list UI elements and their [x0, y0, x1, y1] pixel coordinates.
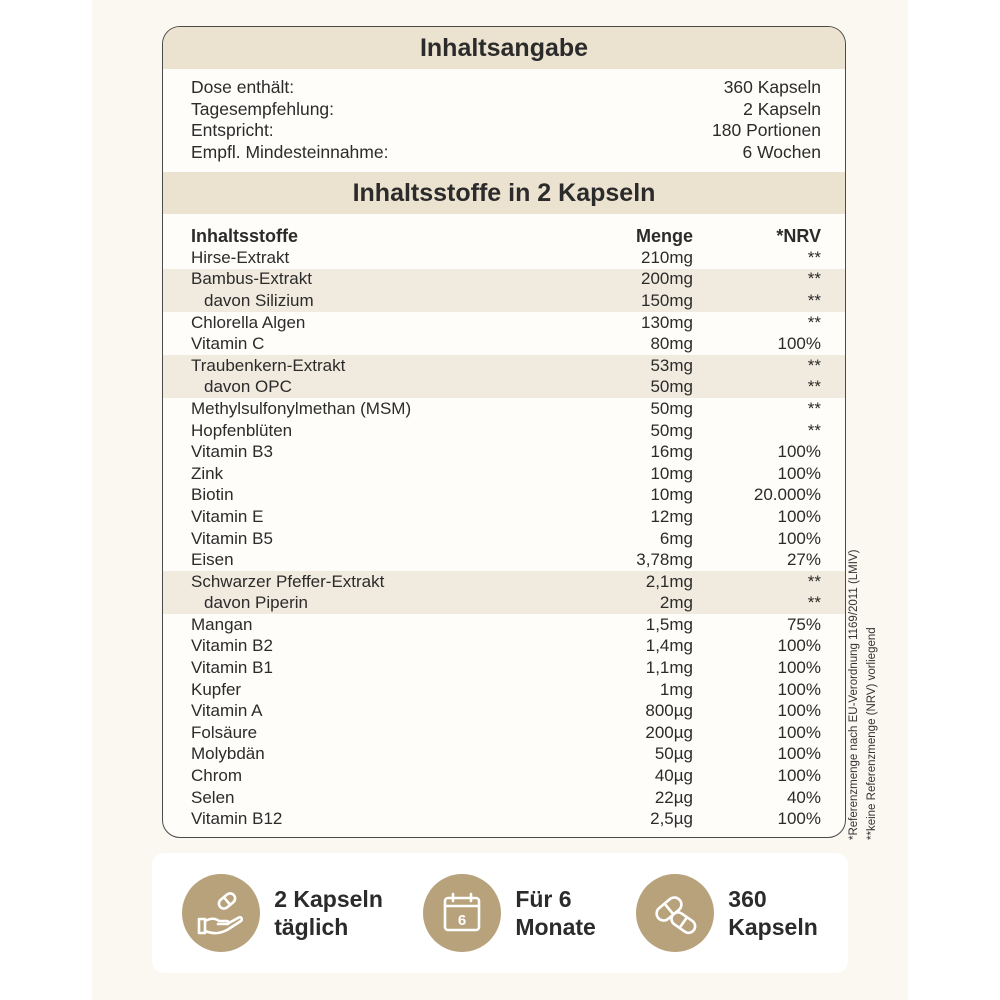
feature-line-2: Kapseln — [728, 914, 818, 940]
ingredient-amount: 3,78mg — [636, 550, 693, 570]
ingredient-name: davon Piperin — [204, 593, 308, 613]
ingredient-nrv: 100% — [777, 506, 821, 526]
table-row — [163, 485, 845, 507]
footnotes — [848, 490, 888, 840]
ingredient-amount: 1,1mg — [645, 658, 693, 678]
ingredient-name: Vitamin B5 — [191, 528, 273, 548]
ingredient-name: Folsäure — [191, 722, 258, 742]
ingredient-name: Bambus-Extrakt — [191, 269, 312, 289]
table-row — [163, 679, 845, 701]
summary-value: 6 Wochen — [742, 141, 821, 162]
feature-duration — [423, 874, 596, 952]
ingredient-name: Vitamin B3 — [191, 442, 273, 462]
ingredient-amount: 1,4mg — [645, 636, 693, 656]
ingredient-amount: 2,5µg — [650, 809, 693, 829]
summary-row — [191, 77, 821, 99]
summary-row — [191, 99, 821, 121]
subtitle-band — [163, 172, 845, 214]
ingredient-amount: 200µg — [645, 722, 693, 742]
ingredient-name: Vitamin B12 — [191, 809, 283, 829]
ingredient-nrv: 20.000% — [753, 485, 821, 505]
ingredient-amount: 50mg — [650, 420, 693, 440]
ingredient-nrv: 40% — [786, 787, 821, 807]
ingredient-amount: 53mg — [650, 355, 693, 375]
feature-text — [274, 885, 383, 941]
calendar-icon — [423, 874, 501, 952]
table-row — [163, 528, 845, 550]
ingredient-amount: 1mg — [659, 679, 693, 699]
ingredient-nrv: 100% — [777, 744, 821, 764]
table-row — [163, 787, 845, 809]
table-row — [163, 744, 845, 766]
ingredient-nrv: ** — [807, 247, 821, 267]
ingredient-nrv: 100% — [777, 679, 821, 699]
table-body — [163, 247, 845, 830]
ingredient-nrv: ** — [807, 312, 821, 332]
table-row — [163, 290, 845, 312]
table-row — [163, 614, 845, 636]
ingredient-name: Zink — [191, 463, 224, 483]
table-row — [163, 506, 845, 528]
ingredient-amount: 12mg — [650, 506, 693, 526]
ingredient-name: Kupfer — [191, 679, 242, 699]
summary-label: Entspricht: — [191, 120, 274, 140]
table-row — [163, 441, 845, 463]
table-row — [163, 636, 845, 658]
ingredient-nrv: ** — [807, 269, 821, 289]
summary-label: Tagesempfehlung: — [191, 98, 335, 119]
ingredient-name: Hirse-Extrakt — [191, 247, 290, 267]
feature-line-1: 2 Kapseln — [274, 886, 383, 912]
ingredient-nrv: ** — [807, 377, 821, 397]
calendar-number: 6 — [458, 912, 467, 929]
table-row — [163, 808, 845, 830]
feature-line-2: Monate — [515, 914, 596, 940]
table-row — [163, 355, 845, 377]
summary-label: Dose enthält: — [191, 77, 295, 97]
ingredient-name: Traubenkern-Extrakt — [191, 355, 346, 375]
table-row — [163, 593, 845, 615]
table-row — [163, 377, 845, 399]
ingredient-nrv: 100% — [777, 528, 821, 548]
ingredient-nrv: ** — [807, 355, 821, 375]
ingredient-name: davon OPC — [204, 377, 292, 397]
ingredient-nrv: 100% — [777, 658, 821, 678]
table-row — [163, 269, 845, 291]
ingredient-amount: 10mg — [650, 463, 693, 483]
ingredient-amount: 16mg — [650, 442, 693, 462]
ingredient-name: Methylsulfonylmethan (MSM) — [191, 398, 412, 418]
ingredient-nrv: 100% — [777, 701, 821, 721]
hand-capsule-icon — [182, 874, 260, 952]
summary-row — [191, 142, 821, 164]
header-ingredients: Inhaltsstoffe — [191, 226, 299, 246]
section-title: Inhaltsstoffe in 2 Kapseln — [352, 178, 656, 207]
table-header — [163, 224, 845, 247]
ingredient-nrv: 27% — [786, 550, 821, 570]
ingredient-name: Chrom — [191, 766, 243, 786]
table-row — [163, 420, 845, 442]
summary-value: 180 Portionen — [712, 120, 821, 140]
feature-line-1: 360 — [728, 886, 767, 912]
ingredient-nrv: 100% — [777, 722, 821, 742]
ingredient-name: Eisen — [191, 550, 234, 570]
feature-line-1: Für 6 — [515, 886, 572, 912]
ingredient-amount: 210mg — [641, 247, 693, 267]
ingredient-nrv: ** — [807, 593, 821, 613]
ingredients-table — [163, 224, 845, 830]
title-band — [163, 27, 845, 69]
ingredient-nrv: 100% — [777, 766, 821, 786]
ingredient-name: Mangan — [191, 614, 253, 634]
ingredient-nrv: ** — [807, 398, 821, 418]
ingredient-name: Biotin — [191, 485, 234, 505]
ingredient-name: Chlorella Algen — [191, 312, 306, 332]
ingredient-nrv: 100% — [777, 809, 821, 829]
table-row — [163, 722, 845, 744]
ingredient-nrv: 100% — [777, 636, 821, 656]
ingredient-amount: 50µg — [654, 744, 693, 764]
feature-text — [515, 885, 596, 941]
ingredient-amount: 800µg — [645, 701, 693, 721]
ingredient-nrv: 100% — [777, 334, 821, 354]
ingredient-amount: 200mg — [641, 269, 693, 289]
table-row — [163, 247, 845, 269]
ingredient-name: Molybdän — [191, 744, 265, 764]
ingredient-amount: 22µg — [654, 787, 693, 807]
header-amount: Menge — [635, 226, 693, 246]
feature-text — [728, 885, 817, 941]
summary-label: Empfl. Mindesteinnahme: — [191, 141, 389, 162]
ingredient-amount: 2,1mg — [645, 571, 693, 591]
ingredient-name: Vitamin B2 — [191, 636, 273, 656]
page-title: Inhaltsangabe — [419, 33, 589, 62]
ingredient-name: Hopfenblüten — [191, 420, 293, 440]
ingredient-name: Vitamin A — [191, 701, 263, 721]
capsules-icon — [636, 874, 714, 952]
ingredient-amount: 40µg — [654, 766, 693, 786]
table-row — [163, 549, 845, 571]
table-row — [163, 463, 845, 485]
header-nrv: *NRV — [776, 226, 821, 246]
ingredient-name: davon Silizium — [204, 290, 314, 310]
table-row — [163, 312, 845, 334]
ingredient-amount: 2mg — [659, 593, 693, 613]
ingredient-amount: 10mg — [650, 485, 693, 505]
ingredient-name: Selen — [191, 787, 235, 807]
summary-row — [191, 120, 821, 142]
table-row — [163, 700, 845, 722]
feature-capsule-count — [636, 874, 817, 952]
table-row — [163, 398, 845, 420]
ingredient-name: Schwarzer Pfeffer-Extrakt — [191, 571, 385, 591]
ingredient-name: Vitamin E — [191, 506, 264, 526]
ingredient-amount: 50mg — [650, 377, 693, 397]
summary-value: 360 Kapseln — [723, 77, 821, 97]
ingredient-nrv: 75% — [786, 614, 821, 634]
ingredient-amount: 50mg — [650, 398, 693, 418]
ingredient-name: Vitamin B1 — [191, 658, 273, 678]
summary-value: 2 Kapseln — [743, 98, 821, 119]
ingredient-amount: 150mg — [641, 290, 693, 310]
ingredient-amount: 130mg — [641, 312, 693, 332]
table-row — [163, 571, 845, 593]
ingredient-nrv: 100% — [777, 463, 821, 483]
nutrition-card — [162, 26, 846, 838]
table-row — [163, 333, 845, 355]
table-row — [163, 657, 845, 679]
footnote-nrv: *Referenzmenge nach EU-Verordnung 1169/2011 (LMIV) — [848, 549, 860, 840]
feature-daily-dose — [182, 874, 383, 952]
ingredient-amount: 80mg — [650, 334, 693, 354]
ingredient-amount: 1,5mg — [645, 614, 693, 634]
summary-list — [191, 77, 821, 163]
feature-line-2: täglich — [274, 914, 349, 940]
ingredient-nrv: ** — [807, 571, 821, 591]
ingredient-nrv: ** — [807, 420, 821, 440]
feature-bar — [152, 853, 848, 973]
ingredient-nrv: ** — [807, 290, 821, 310]
footnote-no-nrv: **keine Referenzmenge (NRV) vorliegend — [866, 627, 878, 840]
table-row — [163, 765, 845, 787]
ingredient-name: Vitamin C — [191, 334, 265, 354]
ingredient-nrv: 100% — [777, 442, 821, 462]
ingredient-amount: 6mg — [659, 528, 693, 548]
